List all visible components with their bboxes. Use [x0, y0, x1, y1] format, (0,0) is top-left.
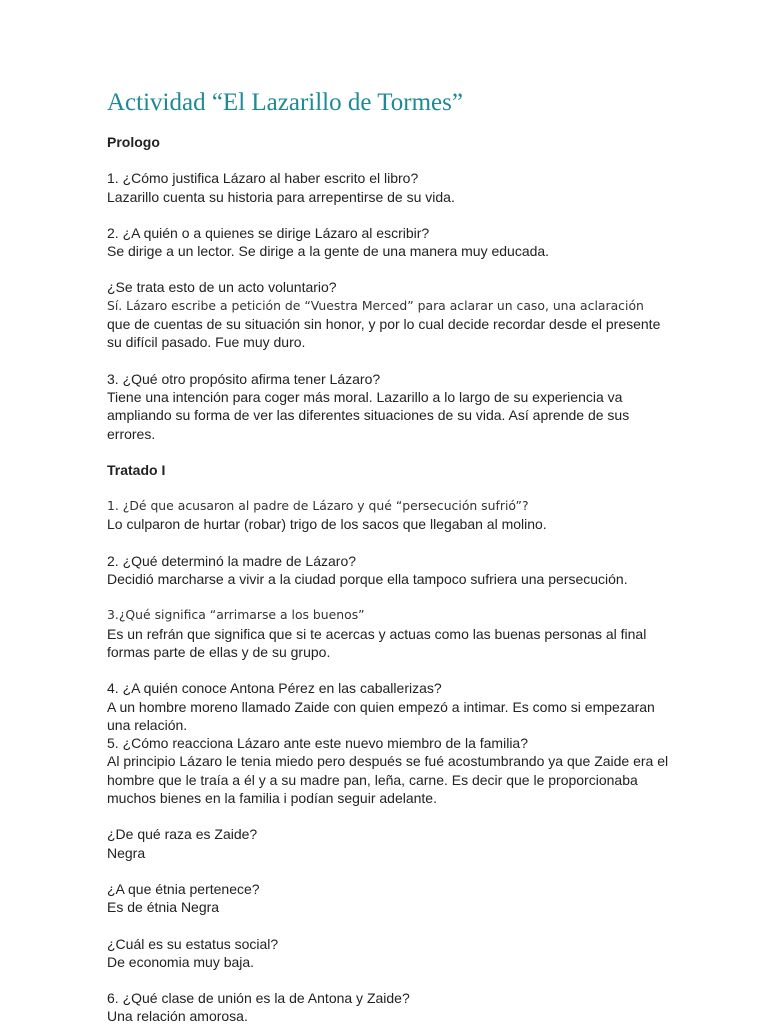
answer-text: hombre que le traía a él y a su madre pan, leña, carne. Es decir que le proporcionaba [107, 771, 638, 788]
question-text: ¿Cuál es su estatus social? [107, 935, 279, 952]
question-block [107, 935, 687, 972]
answer-text: De economia muy baja. [107, 953, 255, 970]
question-text: ¿A que étnia pertenece? [107, 880, 260, 897]
answer-text: A un hombre moreno llamado Zaide con quien empezó a intimar. Es como si empezaran [107, 698, 655, 715]
question-block [107, 370, 687, 443]
section-heading: Prologo [107, 134, 160, 150]
question-text: 5. ¿Cómo reacciona Lázaro ante este nuevo miembro de la familia? [107, 735, 528, 752]
question-text: 1. ¿Dé que acusaron al padre de Lázaro y qué “persecución sufrió”? [107, 498, 529, 514]
question-block [107, 224, 687, 261]
answer-text: Se dirige a un lector. Se dirige a la gente de una manera muy educada. [107, 243, 550, 260]
answer-text: Lazarillo cuenta su historia para arrepentirse de su vida. [107, 188, 455, 205]
question-text: 1. ¿Cómo justifica Lázaro al haber escrito el libro? [107, 170, 419, 187]
answer-text: Al principio Lázaro le tenia miedo pero después se fué acostumbrando ya que Zaide era el [107, 753, 669, 770]
question-block [107, 825, 687, 862]
answer-text: Lo culparon de hurtar (robar) trigo de los sacos que llegaban al molino. [107, 516, 547, 533]
answer-text: errores. [107, 425, 156, 442]
question-block [107, 497, 687, 534]
question-block [107, 552, 687, 589]
question-text: ¿De qué raza es Zaide? [107, 826, 258, 843]
question-text: 2. ¿A quién o a quienes se dirige Lázaro al escribir? [107, 224, 430, 241]
question-text: 3.¿Qué significa “arrimarse a los buenos” [107, 607, 365, 623]
question-text: 6. ¿Qué clase de unión es la de Antona y Zaide? [107, 990, 410, 1007]
answer-text: una relación. [107, 716, 188, 733]
answer-text: Es un refrán que significa que si te acercas y actuas como las buenas personas al final [107, 625, 647, 642]
question-block [107, 606, 687, 661]
answer-text: Sí. Lázaro escribe a petición de “Vuestra Merced” para aclarar un caso, una aclaración [107, 297, 644, 313]
answer-text: Una relación amorosa. [107, 1008, 248, 1025]
question-block [107, 278, 687, 351]
question-block [107, 169, 687, 206]
answer-text: Es de étnia Negra [107, 899, 220, 916]
answer-text: Negra [107, 844, 146, 861]
answer-text: ampliando su forma de ver las diferentes situaciones de su vida. Así aprende de sus [107, 407, 630, 424]
section-heading: Tratado I [107, 461, 166, 478]
question-block [107, 679, 687, 807]
question-text: 2. ¿Qué determinó la madre de Lázaro? [107, 552, 357, 569]
question-text: ¿Se trata esto de un acto voluntario? [107, 279, 337, 296]
question-text: 3. ¿Qué otro propósito afirma tener Lázaro? [107, 370, 381, 387]
answer-text: Tiene una intención para coger más moral. Lazarillo a lo largo de su experiencia va [107, 388, 623, 405]
question-block [107, 880, 687, 917]
question-text: 4. ¿A quién conoce Antona Pérez en las caballerizas? [107, 680, 442, 697]
document-title: Actividad “El Lazarillo de Tormes” [107, 89, 463, 116]
answer-text: Decidió marcharse a vivir a la ciudad porque ella tampoco sufriera una persecución. [107, 571, 628, 588]
section-tratado-i [107, 461, 687, 1026]
document-page [107, 86, 687, 1026]
answer-text: formas parte de ellas y de su grupo. [107, 643, 331, 660]
answer-text: muchos bienes en la familia i podían seguir adelante. [107, 790, 437, 807]
question-block [107, 989, 687, 1026]
section-prologo [107, 133, 687, 443]
answer-text: que de cuentas de su situación sin honor, y por lo cual decide recordar desde el presente [107, 316, 661, 333]
answer-text: su difícil pasado. Fue muy duro. [107, 334, 306, 351]
